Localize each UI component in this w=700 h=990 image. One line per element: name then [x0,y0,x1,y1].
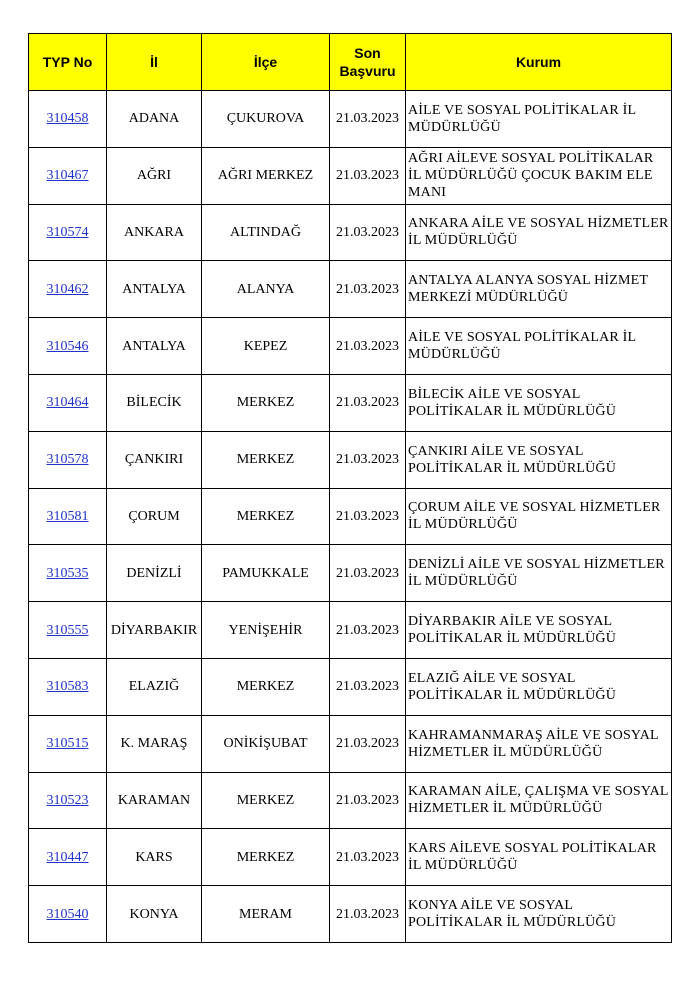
cell-il: ADANA [107,91,202,148]
table-header-row [29,34,672,91]
table-row [29,147,672,204]
cell-kurum: DENİZLİ AİLE VE SOSYAL HİZMETLER İL MÜDÜRLÜĞÜ [406,545,672,602]
cell-kurum: BİLECİK AİLE VE SOSYAL POLİTİKALAR İL MÜDÜRLÜĞÜ [406,374,672,431]
cell-il: ÇORUM [107,488,202,545]
cell-il: ELAZIĞ [107,658,202,715]
table-row [29,545,672,602]
cell-il: AĞRI [107,147,202,204]
typ-number-link[interactable]: 310540 [46,906,89,922]
cell-il: DENİZLİ [107,545,202,602]
typ-number-link[interactable]: 310447 [46,849,89,865]
header-son-basvuru [330,34,406,91]
table-row [29,602,672,659]
cell-il: ÇANKIRI [107,431,202,488]
cell-ilce: MERKEZ [202,829,330,886]
typ-number-link[interactable]: 310464 [46,395,89,411]
typ-number-link[interactable]: 310574 [46,224,89,240]
cell-il: ANKARA [107,204,202,261]
cell-kurum: AİLE VE SOSYAL POLİTİKALAR İL MÜDÜRLÜĞÜ [406,318,672,375]
cell-kurum: ELAZIĞ AİLE VE SOSYAL POLİTİKALAR İL MÜDÜRLÜĞÜ [406,658,672,715]
header-typ-no: TYP No [29,34,107,91]
typ-number-link[interactable]: 310467 [46,168,89,184]
typ-number-link[interactable]: 310523 [46,792,89,808]
cell-kurum: KARS AİLEVE SOSYAL POLİTİKALAR İL MÜDÜRLÜĞÜ [406,829,672,886]
cell-typ-no [29,91,107,148]
cell-ilce: AĞRI MERKEZ [202,147,330,204]
table-row [29,715,672,772]
table-row [29,488,672,545]
cell-son-basvuru: 21.03.2023 [330,829,406,886]
cell-il: K. MARAŞ [107,715,202,772]
cell-son-basvuru: 21.03.2023 [330,147,406,204]
table-body [29,91,672,943]
typ-number-link[interactable]: 310458 [46,111,89,127]
cell-typ-no [29,658,107,715]
cell-son-basvuru: 21.03.2023 [330,204,406,261]
table-row [29,204,672,261]
typ-number-link[interactable]: 310535 [46,565,89,581]
typ-number-link[interactable]: 310462 [46,281,89,297]
cell-ilce: PAMUKKALE [202,545,330,602]
typ-number-link[interactable]: 310555 [46,622,89,638]
table-row [29,658,672,715]
table-row [29,886,672,943]
cell-il: ANTALYA [107,318,202,375]
cell-son-basvuru: 21.03.2023 [330,318,406,375]
cell-son-basvuru: 21.03.2023 [330,488,406,545]
typ-number-link[interactable]: 310583 [46,679,89,695]
cell-kurum: ANKARA AİLE VE SOSYAL HİZMETLER İL MÜDÜRLÜĞÜ [406,204,672,261]
cell-typ-no [29,715,107,772]
table-row [29,318,672,375]
cell-son-basvuru: 21.03.2023 [330,91,406,148]
cell-son-basvuru: 21.03.2023 [330,374,406,431]
cell-kurum: KONYA AİLE VE SOSYAL POLİTİKALAR İL MÜDÜRLÜĞÜ [406,886,672,943]
cell-typ-no [29,829,107,886]
header-son-basvuru-line2: Başvuru [339,63,396,79]
cell-typ-no [29,772,107,829]
table-row [29,829,672,886]
cell-ilce: MERKEZ [202,431,330,488]
header-kurum: Kurum [406,34,672,91]
cell-ilce: ALTINDAĞ [202,204,330,261]
cell-son-basvuru: 21.03.2023 [330,772,406,829]
header-son-basvuru-line1: Son [354,45,381,61]
cell-il: KARAMAN [107,772,202,829]
typ-number-link[interactable]: 310546 [46,338,89,354]
cell-kurum: DİYARBAKIR AİLE VE SOSYAL POLİTİKALAR İL MÜDÜRLÜĞÜ [406,602,672,659]
cell-typ-no [29,886,107,943]
table-row [29,261,672,318]
cell-typ-no [29,431,107,488]
cell-il: DİYARBAKIR [107,602,202,659]
cell-typ-no [29,374,107,431]
cell-ilce: ONİKİŞUBAT [202,715,330,772]
cell-son-basvuru: 21.03.2023 [330,715,406,772]
table-row [29,772,672,829]
cell-kurum: ÇANKIRI AİLE VE SOSYAL POLİTİKALAR İL MÜDÜRLÜĞÜ [406,431,672,488]
cell-il: BİLECİK [107,374,202,431]
cell-kurum: KARAMAN AİLE, ÇALIŞMA VE SOSYAL HİZMETLER İL MÜDÜRLÜĞÜ [406,772,672,829]
cell-son-basvuru: 21.03.2023 [330,886,406,943]
cell-son-basvuru: 21.03.2023 [330,431,406,488]
cell-ilce: MERKEZ [202,658,330,715]
cell-kurum: KAHRAMANMARAŞ AİLE VE SOSYAL HİZMETLER İL MÜDÜRLÜĞÜ [406,715,672,772]
cell-typ-no [29,318,107,375]
cell-ilce: MERKEZ [202,374,330,431]
cell-typ-no [29,147,107,204]
cell-kurum: AĞRI AİLEVE SOSYAL POLİTİKALAR İL MÜDÜRLÜĞÜ ÇOCUK BAKIM ELE MANI [406,147,672,204]
job-listing-table [28,33,672,943]
cell-ilce: MERKEZ [202,772,330,829]
cell-son-basvuru: 21.03.2023 [330,261,406,318]
cell-typ-no [29,204,107,261]
cell-ilce: ÇUKUROVA [202,91,330,148]
cell-ilce: MERKEZ [202,488,330,545]
cell-kurum: ANTALYA ALANYA SOSYAL HİZMET MERKEZİ MÜDÜRLÜĞÜ [406,261,672,318]
cell-typ-no [29,602,107,659]
cell-kurum: AİLE VE SOSYAL POLİTİKALAR İL MÜDÜRLÜĞÜ [406,91,672,148]
typ-number-link[interactable]: 310515 [46,736,89,752]
cell-typ-no [29,488,107,545]
typ-number-link[interactable]: 310581 [46,508,89,524]
cell-il: ANTALYA [107,261,202,318]
cell-son-basvuru: 21.03.2023 [330,602,406,659]
cell-typ-no [29,261,107,318]
typ-number-link[interactable]: 310578 [46,452,89,468]
cell-il: KONYA [107,886,202,943]
cell-kurum: ÇORUM AİLE VE SOSYAL HİZMETLER İL MÜDÜRLÜĞÜ [406,488,672,545]
cell-il: KARS [107,829,202,886]
table-row [29,374,672,431]
cell-ilce: MERAM [202,886,330,943]
cell-ilce: KEPEZ [202,318,330,375]
table-row [29,431,672,488]
table-row [29,91,672,148]
cell-son-basvuru: 21.03.2023 [330,545,406,602]
header-ilce: İlçe [202,34,330,91]
cell-typ-no [29,545,107,602]
cell-ilce: ALANYA [202,261,330,318]
cell-son-basvuru: 21.03.2023 [330,658,406,715]
cell-ilce: YENİŞEHİR [202,602,330,659]
header-il: İl [107,34,202,91]
